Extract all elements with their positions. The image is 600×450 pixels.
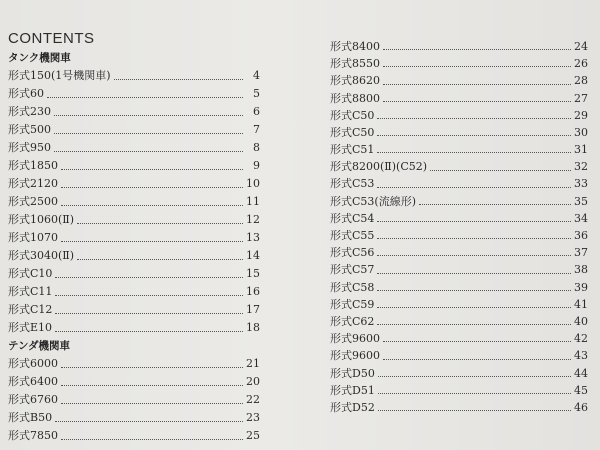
- contents-entry: [8, 139, 260, 157]
- dot-leader: [61, 366, 243, 368]
- entry-page-number: 23: [246, 411, 260, 424]
- dot-leader: [377, 289, 571, 291]
- contents-right-column: [330, 38, 588, 416]
- entry-label: 形式C51: [330, 143, 375, 157]
- entry-label: 形式9600: [330, 332, 380, 346]
- dot-leader: [377, 117, 571, 119]
- entry-page-number: 40: [574, 314, 588, 328]
- entry-page-number: 27: [574, 91, 588, 105]
- entry-label: 形式1850: [8, 159, 58, 172]
- entry-page-number: 41: [574, 297, 588, 311]
- contents-entry: [8, 319, 260, 337]
- entry-label: 形式230: [8, 105, 51, 118]
- dot-leader: [77, 222, 243, 224]
- entry-page-number: 20: [246, 375, 260, 388]
- entry-page-number: 34: [574, 211, 588, 225]
- entry-label: 形式3040(Ⅱ): [8, 249, 75, 262]
- entry-label: 形式E10: [8, 321, 53, 334]
- contents-entry: [330, 107, 588, 124]
- entry-page-number: 29: [574, 108, 588, 122]
- dot-leader: [61, 168, 243, 170]
- entry-label: 形式C56: [330, 246, 375, 260]
- entry-page-number: 36: [574, 229, 588, 243]
- contents-entry: [8, 373, 260, 391]
- contents-entry: [8, 283, 260, 301]
- dot-leader: [77, 258, 243, 260]
- entry-label: 形式8200(Ⅱ)(C52): [330, 160, 428, 174]
- contents-entry: [330, 244, 588, 261]
- entry-label: 形式6400: [8, 375, 58, 388]
- entry-page-number: 25: [246, 429, 260, 442]
- dot-leader: [383, 65, 571, 67]
- entry-page-number: 14: [246, 249, 260, 262]
- entry-page-number: 46: [574, 400, 588, 414]
- entry-label: 形式7850: [8, 429, 58, 442]
- entry-label: 形式D51: [330, 383, 375, 397]
- dot-leader: [383, 100, 571, 102]
- dot-leader: [377, 272, 571, 274]
- entry-page-number: 4: [253, 69, 260, 82]
- contents-entry: [8, 175, 260, 193]
- entry-label: 形式C50: [330, 125, 375, 139]
- entry-page-number: 43: [574, 349, 588, 363]
- entry-label: 形式8550: [330, 57, 380, 71]
- dot-leader: [61, 204, 243, 206]
- contents-entry: [330, 382, 588, 399]
- entry-page-number: 7: [253, 123, 260, 136]
- entry-page-number: 21: [246, 357, 260, 370]
- dot-leader: [377, 237, 571, 239]
- contents-entry: [330, 279, 588, 296]
- entry-page-number: 12: [246, 213, 260, 226]
- entry-page-number: 8: [253, 141, 260, 154]
- entry-page-number: 5: [253, 87, 260, 100]
- entry-label: 形式C59: [330, 297, 375, 311]
- entry-page-number: 26: [574, 57, 588, 71]
- page-title: CONTENTS: [8, 30, 95, 47]
- entry-page-number: 45: [574, 383, 588, 397]
- contents-entry: [330, 124, 588, 141]
- entry-label: 形式C10: [8, 267, 53, 280]
- contents-entry: [8, 355, 260, 373]
- entry-page-number: 42: [574, 332, 588, 346]
- contents-entry: [330, 38, 588, 55]
- dot-leader: [377, 186, 571, 188]
- dot-leader: [383, 340, 571, 342]
- contents-entry: [330, 227, 588, 244]
- contents-entry: [330, 330, 588, 347]
- section-heading: [8, 49, 260, 67]
- dot-leader: [47, 96, 243, 98]
- entry-label: 形式C12: [8, 303, 53, 316]
- section-heading-text: タンク機関車: [8, 52, 71, 64]
- dot-leader: [55, 294, 243, 296]
- entry-label: 形式8800: [330, 91, 380, 105]
- dot-leader: [383, 358, 571, 360]
- entry-page-number: 16: [246, 285, 260, 298]
- entry-label: 形式D52: [330, 400, 375, 414]
- entry-page-number: 24: [574, 39, 588, 53]
- contents-entry: [8, 409, 260, 427]
- contents-entry: [8, 229, 260, 247]
- entry-label: 形式500: [8, 123, 51, 136]
- dot-leader: [377, 323, 571, 325]
- entry-label: 形式950: [8, 141, 51, 154]
- entry-label: 形式C57: [330, 263, 375, 277]
- contents-entry: [8, 103, 260, 121]
- dot-leader: [61, 186, 243, 188]
- dot-leader: [378, 392, 571, 394]
- section-heading: [8, 337, 260, 355]
- dot-leader: [377, 134, 571, 136]
- entry-label: 形式C55: [330, 229, 375, 243]
- entry-page-number: 28: [574, 74, 588, 88]
- entry-page-number: 30: [574, 125, 588, 139]
- dot-leader: [55, 330, 243, 332]
- contents-entry: [330, 261, 588, 278]
- contents-entry: [8, 211, 260, 229]
- entry-label: 形式C54: [330, 211, 375, 225]
- entry-page-number: 44: [574, 366, 588, 380]
- dot-leader: [55, 420, 243, 422]
- dot-leader: [383, 48, 571, 50]
- contents-entry: [330, 296, 588, 313]
- dot-leader: [430, 169, 571, 171]
- dot-leader: [61, 402, 243, 404]
- dot-leader: [55, 276, 243, 278]
- entry-page-number: 33: [574, 177, 588, 191]
- entry-label: 形式C58: [330, 280, 375, 294]
- entry-label: 形式8400: [330, 39, 380, 53]
- contents-entry: [8, 391, 260, 409]
- contents-entry: [8, 427, 260, 445]
- contents-entry: [8, 85, 260, 103]
- entry-page-number: 22: [246, 393, 260, 406]
- contents-entry: [330, 141, 588, 158]
- entry-label: 形式8620: [330, 74, 380, 88]
- entry-page-number: 17: [246, 303, 260, 316]
- dot-leader: [54, 114, 243, 116]
- dot-leader: [54, 150, 243, 152]
- entry-page-number: 11: [246, 195, 260, 208]
- dot-leader: [61, 384, 243, 386]
- contents-entry: [8, 121, 260, 139]
- dot-leader: [377, 306, 571, 308]
- section-heading-text: テンダ機関車: [8, 340, 71, 352]
- entry-page-number: 39: [574, 280, 588, 294]
- contents-entry: [330, 72, 588, 89]
- contents-entry: [8, 247, 260, 265]
- contents-entry: [330, 210, 588, 227]
- contents-entry: [330, 90, 588, 107]
- dot-leader: [378, 375, 571, 377]
- dot-leader: [377, 220, 571, 222]
- contents-entry: [8, 193, 260, 211]
- entry-page-number: 18: [246, 321, 260, 334]
- dot-leader: [54, 132, 243, 134]
- contents-entry: [330, 193, 588, 210]
- dot-leader: [377, 254, 571, 256]
- entry-label: 形式C50: [330, 108, 375, 122]
- dot-leader: [419, 203, 571, 205]
- contents-entry: [8, 157, 260, 175]
- entry-page-number: 37: [574, 246, 588, 260]
- contents-entry: [330, 55, 588, 72]
- dot-leader: [61, 438, 243, 440]
- dot-leader: [383, 83, 571, 85]
- entry-label: 形式1060(Ⅱ): [8, 213, 75, 226]
- entry-label: 形式D50: [330, 366, 375, 380]
- entry-page-number: 13: [246, 231, 260, 244]
- entry-label: 形式6000: [8, 357, 58, 370]
- entry-label: 形式1070: [8, 231, 58, 244]
- contents-entry: [330, 176, 588, 193]
- contents-entry: [330, 347, 588, 364]
- entry-label: 形式B50: [8, 411, 53, 424]
- contents-entry: [330, 399, 588, 416]
- entry-label: 形式2500: [8, 195, 58, 208]
- entry-page-number: 32: [574, 160, 588, 174]
- entry-label: 形式9600: [330, 349, 380, 363]
- dot-leader: [378, 409, 571, 411]
- entry-label: 形式60: [8, 87, 44, 100]
- entry-page-number: 6: [253, 105, 260, 118]
- dot-leader: [114, 78, 243, 80]
- entry-label: 形式C53(流線形): [330, 194, 416, 208]
- contents-entry: [330, 365, 588, 382]
- entry-page-number: 9: [253, 159, 260, 172]
- entry-label: 形式C62: [330, 314, 375, 328]
- entry-label: 形式150(1号機関車): [8, 69, 111, 82]
- contents-entry: [8, 265, 260, 283]
- entry-page-number: 15: [246, 267, 260, 280]
- entry-page-number: 31: [574, 143, 588, 157]
- entry-label: 形式2120: [8, 177, 58, 190]
- entry-label: 形式C11: [8, 285, 53, 298]
- entry-page-number: 35: [574, 194, 588, 208]
- contents-entry: [8, 301, 260, 319]
- dot-leader: [61, 240, 243, 242]
- contents-entry: [8, 67, 260, 85]
- contents-entry: [330, 158, 588, 175]
- contents-entry: [330, 313, 588, 330]
- entry-label: 形式6760: [8, 393, 58, 406]
- contents-left-column: [8, 49, 260, 445]
- dot-leader: [377, 151, 571, 153]
- entry-label: 形式C53: [330, 177, 375, 191]
- dot-leader: [55, 312, 243, 314]
- entry-page-number: 10: [246, 177, 260, 190]
- entry-page-number: 38: [574, 263, 588, 277]
